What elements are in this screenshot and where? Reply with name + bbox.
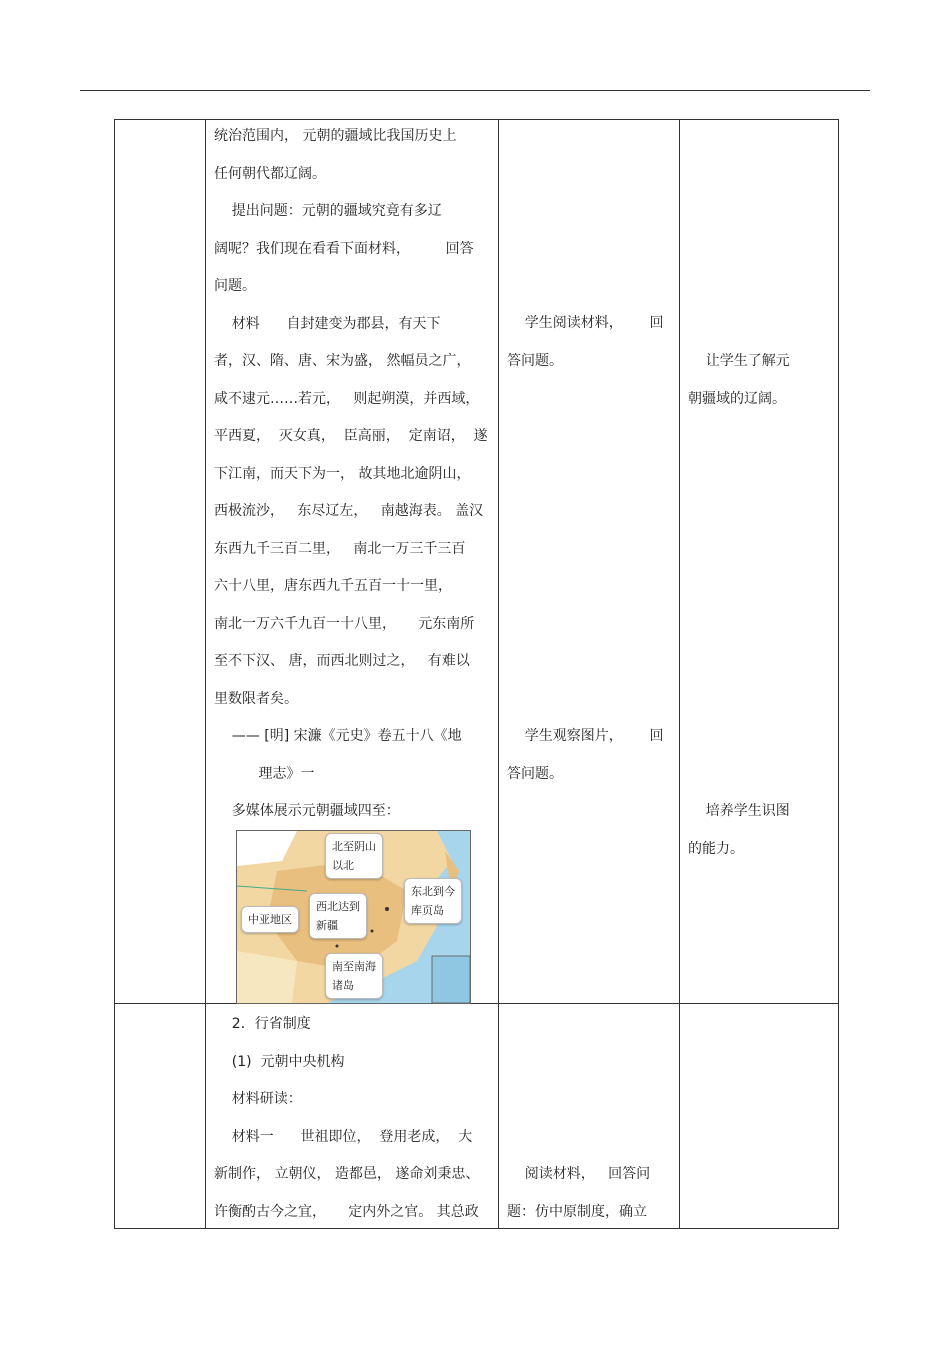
map-label-central-asia: 中亚地区 bbox=[241, 906, 299, 933]
text-line: 多媒体展示元朝疆域四至： bbox=[214, 803, 400, 819]
text-line: 阅读材料， 回答问 bbox=[507, 1166, 651, 1182]
lesson-plan-table bbox=[114, 119, 839, 1229]
map-label-northwest: 西北达到 新疆 bbox=[309, 893, 367, 939]
text-line: 理志》一 bbox=[214, 765, 315, 782]
text-line: 学生观察图片， 回 bbox=[507, 728, 664, 744]
stage-cell bbox=[115, 1004, 206, 1229]
text-line: 咸不逮元……若元， 则起朔漠，并西域， bbox=[214, 390, 480, 407]
text-line: 2．行省制度 bbox=[214, 1016, 311, 1032]
teaching-content-cell bbox=[206, 1004, 499, 1229]
text-line: 许衡酌古今之宜， 定内外之官。 其总政 bbox=[214, 1203, 479, 1220]
text-line: 学生阅读材料， 回 bbox=[507, 315, 664, 331]
map-label-northeast: 东北到今 库页岛 bbox=[404, 878, 462, 924]
text-line: 下江南，而天下为一， 故其地北逾阴山， bbox=[214, 465, 471, 482]
header-rule bbox=[80, 90, 870, 91]
text-line: 六十八里，唐东西九千五百一十一里， bbox=[214, 578, 452, 594]
text-line: 新制作， 立朝仪， 造都邑， 遂命刘秉忠、 bbox=[214, 1166, 480, 1182]
teaching-content-cell bbox=[206, 120, 499, 1004]
text-line: 阔呢？我们现在看看下面材料， 回答 bbox=[214, 240, 474, 257]
text-line: 培养学生识图 bbox=[688, 803, 790, 819]
text-line: 提出问题：元朝的疆域究竟有多辽 bbox=[214, 203, 442, 219]
text-line: 者，汉、隋、唐、宋为盛， 然幅员之广， bbox=[214, 353, 471, 369]
text-line: (1) 元朝中央机构 bbox=[214, 1053, 345, 1070]
text-line: 南北一万六千九百一十八里， 元东南所 bbox=[214, 615, 475, 632]
text-line: 东西九千三百二里， 南北一万三千三百 bbox=[214, 540, 466, 557]
text-line: 答问题。 bbox=[507, 765, 563, 782]
text-line: 至不下汉、 唐，而西北则过之， 有难以 bbox=[214, 653, 470, 669]
student-activity-cell bbox=[499, 120, 680, 1004]
text-line: 答问题。 bbox=[507, 352, 563, 369]
text-line: 的能力。 bbox=[688, 840, 744, 857]
text-line: 材料一 世祖即位， 登用老成， 大 bbox=[214, 1128, 473, 1145]
stage-cell bbox=[115, 120, 206, 1004]
text-line: 题：仿中原制度，确立 bbox=[507, 1203, 647, 1220]
design-intent-cell bbox=[680, 1004, 839, 1229]
text-line: 让学生了解元 bbox=[688, 353, 790, 369]
text-line: 任何朝代都辽阔。 bbox=[214, 165, 326, 182]
text-line: —— [明] 宋濂《元史》卷五十八《地 bbox=[214, 728, 462, 744]
student-activity-cell bbox=[499, 1004, 680, 1229]
text-line: 统治范围内， 元朝的疆域比我国历史上 bbox=[214, 128, 457, 144]
design-intent-cell bbox=[680, 120, 839, 1004]
map-label-north: 北至阴山 以北 bbox=[325, 833, 383, 879]
text-line: 问题。 bbox=[214, 278, 256, 294]
table-row bbox=[115, 120, 839, 1004]
text-line: 里数限者矣。 bbox=[214, 690, 298, 707]
map-label-south: 南至南海 诸岛 bbox=[325, 953, 383, 999]
text-line: 西极流沙， 东尽辽左， 南越海表。 盖汉 bbox=[214, 503, 484, 519]
text-line: 材料 自封建变为郡县，有天下 bbox=[214, 315, 441, 332]
text-line: 平西夏， 灭女真， 臣高丽， 定南诏， 遂 bbox=[214, 428, 488, 444]
table-row bbox=[115, 1004, 839, 1229]
text-line: 朝疆域的辽阔。 bbox=[688, 390, 786, 407]
text-line: 材料研读： bbox=[214, 1091, 302, 1107]
yuan-territory-map bbox=[236, 830, 471, 1004]
